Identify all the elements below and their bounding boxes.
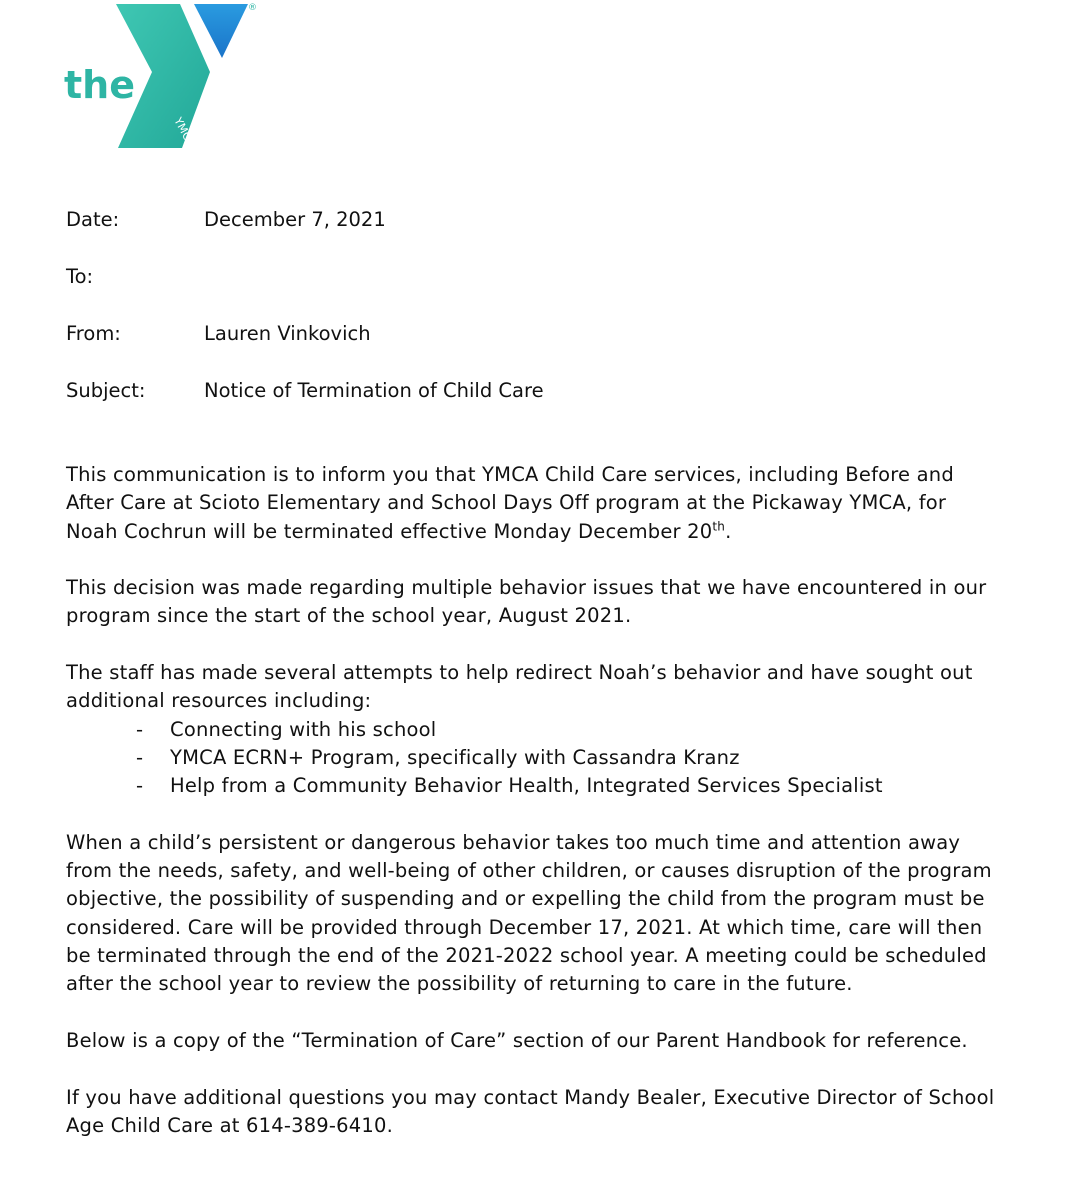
paragraph-resources — [66, 659, 1001, 800]
to-row — [66, 262, 966, 319]
date-row — [66, 205, 966, 262]
ymca-y-mark — [60, 0, 270, 150]
paragraph-handbook-reference: Below is a copy of the “Termination of Care” section of our Parent Handbook for reference. — [66, 1028, 968, 1052]
from-row — [66, 319, 966, 376]
from-value: Lauren Vinkovich — [204, 322, 371, 345]
bullet-dash: - — [136, 774, 144, 798]
subject-row — [66, 376, 966, 433]
from-label: From: — [66, 322, 121, 345]
bullet-dash: - — [136, 745, 144, 769]
ordinal-suffix: th — [712, 519, 726, 534]
to-label: To: — [66, 265, 94, 288]
resources-intro: The staff has made several attempts to help redirect Noah’s behavior and have sought out additional resources including: — [66, 661, 973, 713]
list-item-text: YMCA ECRN+ Program, specifically with Cassandra Kranz — [170, 745, 740, 769]
list-item-text: Help from a Community Behavior Health, Integrated Services Specialist — [170, 774, 883, 798]
subject-value: Notice of Termination of Child Care — [204, 379, 544, 402]
list-item — [66, 772, 1001, 800]
paragraph-contact: If you have additional questions you may contact Mandy Bealer, Executive Director of School Age Child Care at 614-389-6410. — [66, 1085, 995, 1137]
termination-notice-text: This communication is to inform you that YMCA Child Care services, including Before and After Care at Scioto Elementary and School Days Off program at the Pickaway YMCA, for Noah Cochrun will be terminated effective Monday December 20 — [66, 463, 954, 543]
date-label: Date: — [66, 208, 120, 231]
list-item-text: Connecting with his school — [170, 717, 437, 741]
logo-the-text: the — [64, 63, 135, 107]
logo-ymca-text: YMCA — [171, 115, 198, 150]
resources-list — [66, 716, 1001, 801]
letter-body — [66, 461, 1001, 1168]
sentence-end: . — [725, 519, 732, 543]
bullet-dash: - — [136, 717, 144, 741]
list-item — [66, 744, 1001, 772]
memo-header — [66, 205, 966, 433]
list-item — [66, 716, 1001, 744]
paragraph-policy: When a child’s persistent or dangerous behavior takes too much time and attention away from the needs, safety, and well-being of other children, or causes disruption of the program objective, the possibility of suspending and or expelling the child from the program must be considered. Care will be provided through December 17, 2021. At which time, care will then be terminated through the end of the 2021-2022 school year. A meeting could be scheduled after the school year to review the possibility of returning to care in the future. — [66, 830, 992, 996]
registered-mark: ® — [248, 3, 257, 13]
ymca-logo — [60, 0, 270, 150]
date-value: December 7, 2021 — [204, 208, 386, 231]
subject-label: Subject: — [66, 379, 146, 402]
paragraph-decision: This decision was made regarding multiple behavior issues that we have encountered in our program since the start of the school year, August 2021. — [66, 576, 987, 628]
paragraph-termination-notice — [66, 461, 1001, 546]
